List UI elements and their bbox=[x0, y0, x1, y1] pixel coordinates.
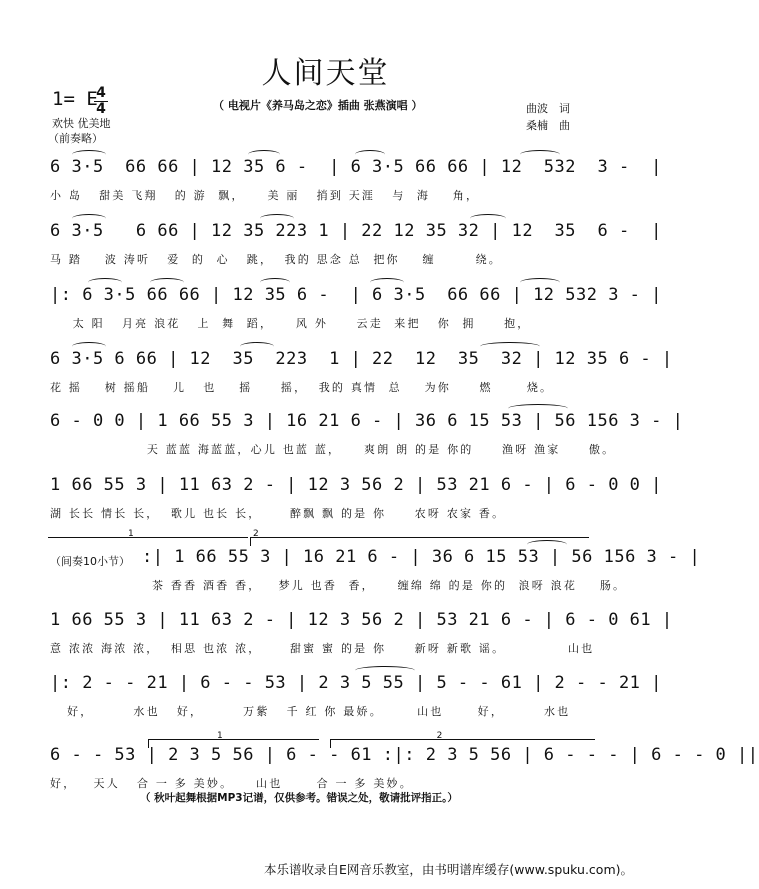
notation-line: |: 6 3·5 66 66 | 12 35 6 - | 6 3·5 66 66 | 12 532 3 - | bbox=[50, 285, 662, 305]
score-row-6 bbox=[50, 475, 662, 537]
score-row-5 bbox=[50, 411, 684, 473]
transcription-note: （ 秋叶起舞根据MP3记谱，仅供参考。错误之处，敬请批评指正。） bbox=[140, 792, 458, 804]
key-signature: 1= E bbox=[52, 88, 98, 110]
score-row-9 bbox=[50, 673, 662, 735]
volta-label: 1 bbox=[217, 731, 223, 741]
prelude-note: （前奏略） bbox=[48, 132, 103, 145]
tempo-marking: 欢快 优美地 bbox=[52, 117, 111, 130]
lyric-line: 茶 香香 酒香 香， 梦儿 也香 香， 缠绵 绵 的是 你的 浪呀 浪花 肠。 bbox=[152, 579, 627, 592]
lyric-line: 好， 水也 好， 万紫 千 红 你 最娇。 山也 好， 水也 bbox=[50, 705, 571, 718]
score-row-1 bbox=[50, 157, 662, 219]
volta-label: 2 bbox=[436, 731, 443, 741]
notation-line: :| 1 66 55 3 | 16 21 6 - | 36 6 15 53 | 56 156 3 - | bbox=[142, 547, 701, 567]
composer-credit: 桑楠 曲 bbox=[526, 119, 570, 132]
notation-line: 6 3·5 6 66 | 12 35 223 1 | 22 12 35 32 | 12 35 6 - | bbox=[50, 349, 673, 369]
lyric-line: 小 岛 甜美 飞翔 的 游 飘， 美 丽 捎到 天涯 与 海 角， bbox=[50, 189, 480, 202]
notation-line: 6 - - 53 | 2 3 5 56 | 6 - - 61 :|: 2 3 5 56 | 6 - - - | 6 - - 0 || bbox=[50, 745, 759, 765]
time-signature bbox=[94, 87, 108, 116]
notation-line: |: 2 - - 21 | 6 - - 53 | 2 3 5 55 | 5 - - 61 | 2 - - 21 | bbox=[50, 673, 662, 693]
score-row-2 bbox=[50, 221, 662, 283]
notation-line: 6 3·5 66 66 | 12 35 6 - | 6 3·5 66 66 | 12 532 3 - | bbox=[50, 157, 662, 177]
lyricist-credit: 曲波 词 bbox=[526, 102, 570, 115]
score-row-4 bbox=[50, 349, 673, 411]
interlude-note: （间奏10小节） bbox=[50, 555, 130, 568]
time-sig-bottom: 4 bbox=[96, 101, 106, 117]
lyric-line: 意 浓浓 海浓 浓， 相思 也浓 浓， 甜蜜 蜜 的是 你 新呀 新歌 谣。 山也 bbox=[50, 642, 595, 655]
lyric-line: 天 蓝蓝 海蓝蓝，心儿 也蓝 蓝， 爽朗 朗 的是 你的 渔呀 渔家 傲。 bbox=[50, 443, 616, 456]
lyric-line: 湖 长长 情长 长， 歌儿 也长 长， 醉飘 飘 的是 你 农呀 农家 香。 bbox=[50, 507, 506, 520]
score-row-8 bbox=[50, 610, 673, 672]
notation-line: 1 66 55 3 | 11 63 2 - | 12 3 56 2 | 53 21 6 - | 6 - 0 61 | bbox=[50, 610, 673, 630]
lyric-line: 太 阳 月亮 浪花 上 舞 蹈， 风 外 云走 来把 你 拥 抱， bbox=[50, 317, 531, 330]
lyric-line: 马 踏 波 涛听 爱 的 心 跳， 我的 思念 总 把你 缠 绕。 bbox=[50, 253, 502, 266]
subtitle: （ 电视片《养马岛之恋》插曲 张燕演唱 ） bbox=[213, 99, 423, 112]
notation-line: 6 - 0 0 | 1 66 55 3 | 16 21 6 - | 36 6 15 53 | 56 156 3 - | bbox=[50, 411, 684, 431]
volta-label: 1 bbox=[128, 529, 134, 539]
score-row-3 bbox=[50, 285, 662, 347]
time-sig-top: 4 bbox=[96, 85, 106, 101]
lyric-line: 花 摇 树 摇船 儿 也 摇 摇， 我的 真情 总 为你 燃 烧。 bbox=[50, 381, 554, 394]
notation-line: 1 66 55 3 | 11 63 2 - | 12 3 56 2 | 53 21 6 - | 6 - 0 0 | bbox=[50, 475, 662, 495]
volta-label: 2 bbox=[253, 529, 259, 539]
lyric-line: 好， 天人 合 一 多 美妙。 山也 合 一 多 美妙。 bbox=[50, 777, 413, 790]
page-title: 人间天堂 bbox=[261, 56, 390, 91]
footer-source: 本乐谱收录自E网音乐教室，由书明谱库缓存(www.spuku.com)。 bbox=[264, 862, 633, 877]
notation-line: 6 3·5 6 66 | 12 35 223 1 | 22 12 35 32 | 12 35 6 - | bbox=[50, 221, 662, 241]
volta-bracket-1 bbox=[48, 529, 248, 546]
score-row-7 bbox=[142, 547, 701, 609]
